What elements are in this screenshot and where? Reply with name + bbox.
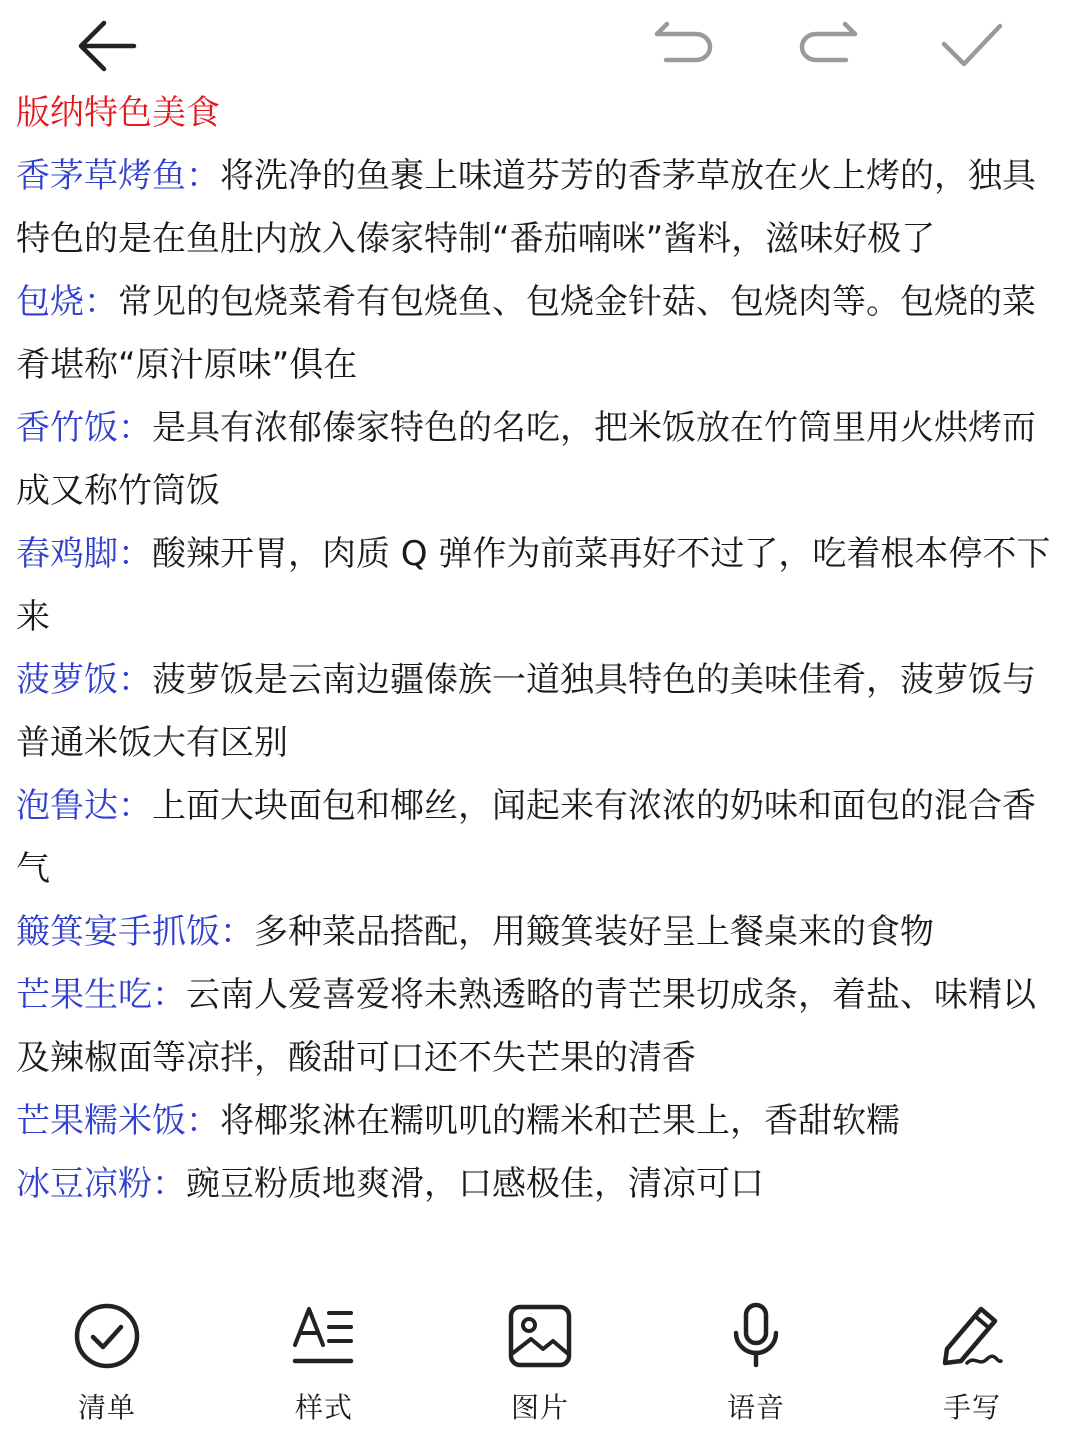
food-item-description: 将洗净的鱼裹上味道芬芳的香茅草放在火上烤的，独具特色的是在鱼肚内放入傣家特制“番茄喃咪”酱料，滋味好极了 — [16, 156, 1036, 259]
handwriting-label: 手写 — [942, 1391, 1001, 1424]
microphone-icon — [721, 1301, 791, 1371]
handwriting-pen-icon — [937, 1301, 1007, 1371]
done-button[interactable] — [940, 14, 1004, 78]
food-item-description: 是具有浓郁傣家特色的名吃，把米饭放在竹筒里用火烘烤而成又称竹筒饭 — [16, 408, 1036, 511]
food-item-description: 豌豆粉质地爽滑，口感极佳，清凉可口 — [186, 1164, 764, 1204]
checklist-circle-check-icon — [72, 1301, 142, 1371]
food-item-description: 上面大块面包和椰丝，闻起来有浓浓的奶味和面包的混合香气 — [16, 786, 1036, 889]
food-item-name: 舂鸡脚： — [16, 534, 152, 574]
food-item-name: 香竹饭： — [16, 408, 152, 448]
redo-icon — [796, 14, 860, 78]
note-content[interactable] — [16, 82, 1060, 1216]
food-item-name: 芒果糯米饭： — [16, 1101, 220, 1141]
checkmark-icon — [940, 14, 1004, 78]
food-item-description: 多种菜品搭配，用簸箕装好呈上餐桌来的食物 — [254, 912, 934, 952]
food-item-description: 云南人爱喜爱将未熟透略的青芒果切成条，着盐、味精以及辣椒面等凉拌，酸甜可口还不失芒果的清香 — [16, 975, 1036, 1078]
food-item-name: 菠萝饭： — [16, 660, 152, 700]
food-item-description: 将椰浆淋在糯叽叽的糯米和芒果上，香甜软糯 — [220, 1101, 900, 1141]
bottom-toolbar — [0, 1280, 1080, 1440]
redo-button[interactable] — [796, 14, 860, 78]
food-item — [16, 1153, 1060, 1216]
style-button[interactable] — [249, 1298, 399, 1428]
undo-button[interactable] — [652, 14, 716, 78]
top-toolbar — [0, 0, 1080, 90]
food-item — [16, 145, 1060, 271]
image-button[interactable] — [465, 1298, 615, 1428]
food-item — [16, 397, 1060, 523]
note-title[interactable]: 版纳特色美食 — [16, 93, 220, 133]
image-label: 图片 — [510, 1391, 569, 1424]
food-item — [16, 964, 1060, 1090]
text-style-icon — [289, 1301, 359, 1371]
style-label: 样式 — [294, 1391, 353, 1424]
checklist-label: 清单 — [77, 1391, 136, 1424]
food-item-name: 簸箕宴手抓饭： — [16, 912, 254, 952]
back-button[interactable] — [76, 14, 140, 78]
food-item — [16, 523, 1060, 649]
image-icon — [505, 1301, 575, 1371]
food-item-name: 泡鲁达： — [16, 786, 152, 826]
food-item — [16, 271, 1060, 397]
food-item-description: 酸辣开胃，肉质 Q 弹作为前菜再好不过了，吃着根本停不下来 — [16, 534, 1051, 637]
food-item — [16, 775, 1060, 901]
food-item-description: 常见的包烧菜肴有包烧鱼、包烧金针菇、包烧肉等。包烧的菜肴堪称“原汁原味”俱在 — [16, 282, 1036, 385]
food-item-name: 芒果生吃： — [16, 975, 186, 1015]
food-list — [16, 145, 1060, 1216]
arrow-left-icon — [76, 14, 140, 78]
food-item — [16, 901, 1060, 964]
food-item-description: 菠萝饭是云南边疆傣族一道独具特色的美味佳肴，菠萝饭与普通米饭大有区别 — [16, 660, 1036, 763]
voice-button[interactable] — [681, 1298, 831, 1428]
food-item — [16, 1090, 1060, 1153]
food-item-name: 包烧： — [16, 282, 118, 322]
handwriting-button[interactable] — [897, 1298, 1047, 1428]
food-item-name: 冰豆凉粉： — [16, 1164, 186, 1204]
food-item — [16, 649, 1060, 775]
checklist-button[interactable] — [32, 1298, 182, 1428]
food-item-name: 香茅草烤鱼： — [16, 156, 220, 196]
undo-icon — [652, 14, 716, 78]
voice-label: 语音 — [726, 1391, 785, 1424]
